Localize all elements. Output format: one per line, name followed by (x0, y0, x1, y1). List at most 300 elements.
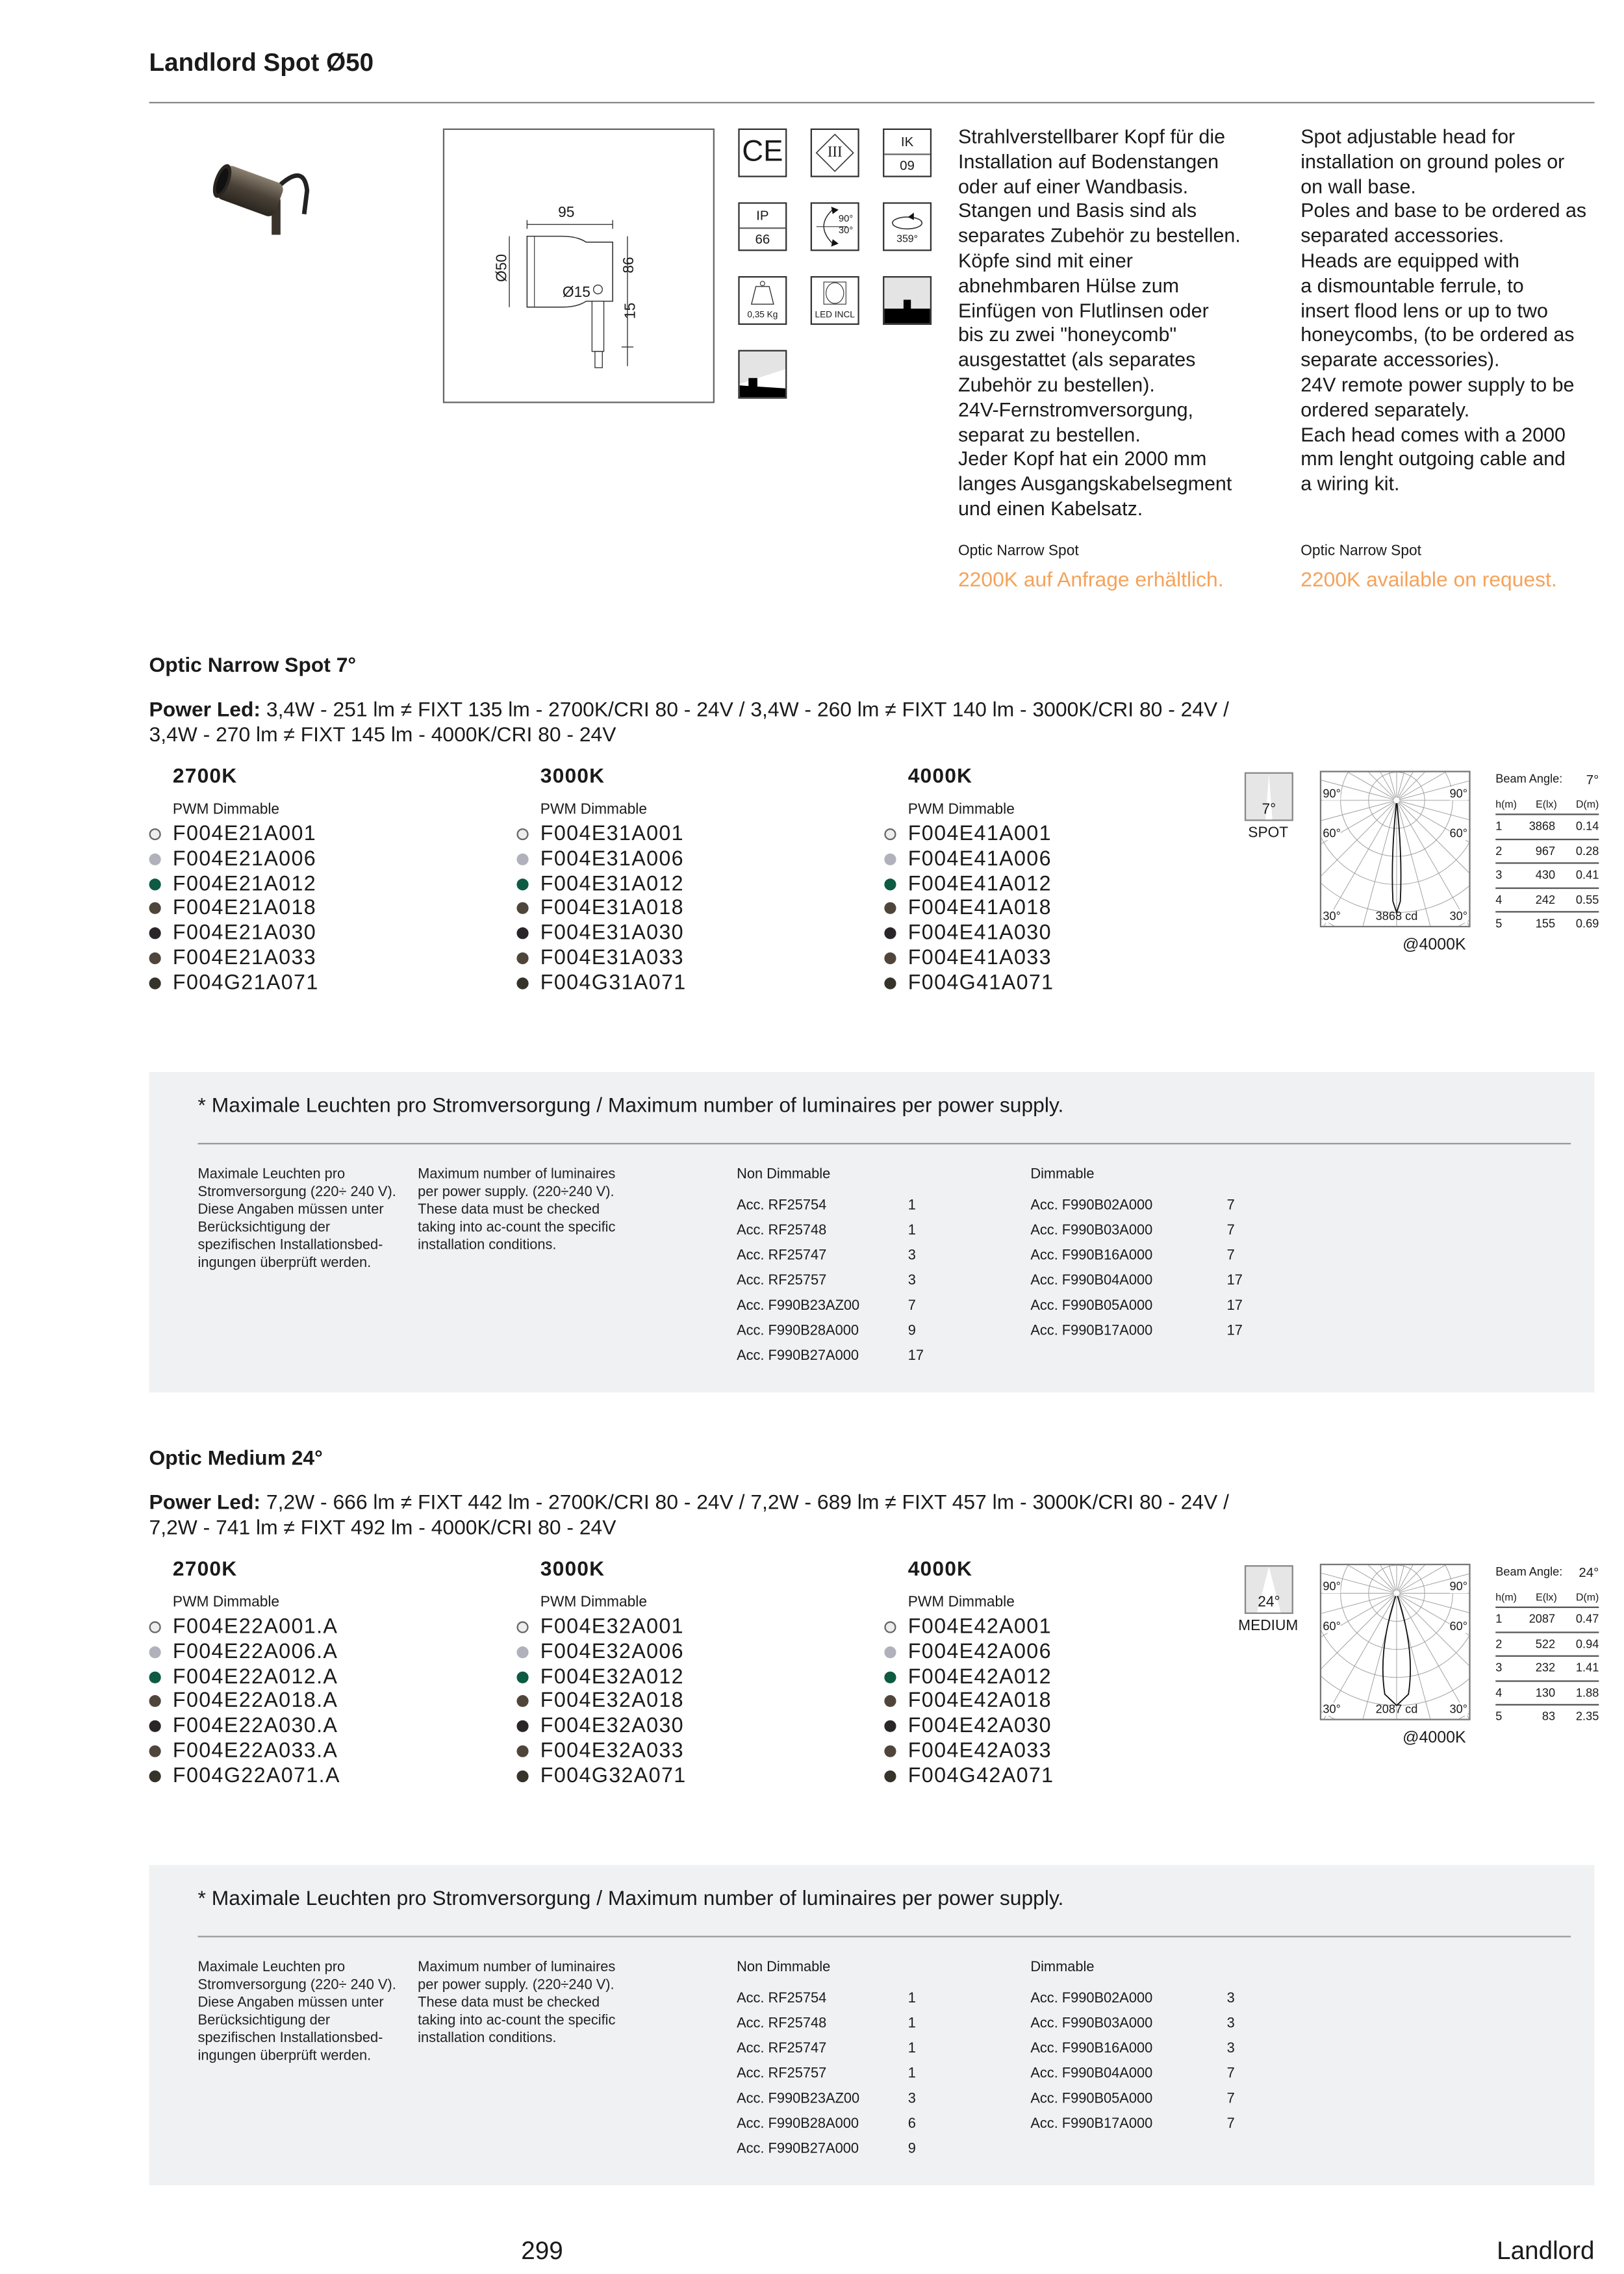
product-code: F004E32A006 (540, 1640, 685, 1664)
polar-candela-label: 2087 cd (1375, 1702, 1418, 1716)
product-code-item (149, 947, 489, 971)
accessory-name: Acc. RF25757 (737, 1273, 827, 1290)
polar-angle-label: 60° (1449, 826, 1468, 841)
finish-swatch (884, 853, 896, 865)
finish-swatch (884, 1696, 896, 1707)
product-code-item (516, 1690, 856, 1715)
product-code: F004E41A012 (907, 872, 1052, 896)
ce-mark-icon: CE (738, 129, 787, 177)
accessory-count: 1 (907, 2040, 916, 2057)
description-en (1300, 125, 1610, 498)
finish-swatch (149, 1696, 161, 1707)
accessory-count: 3 (907, 1247, 916, 1264)
description-line: installation on ground poles or (1300, 150, 1565, 173)
table-cell: 0.28 (1575, 844, 1599, 858)
product-code-item (884, 1641, 1224, 1665)
finish-swatch (516, 1621, 528, 1633)
power-label: Power Led: (149, 696, 261, 721)
accessory-count: 7 (907, 1297, 916, 1314)
product-code: F004E42A030 (907, 1715, 1052, 1739)
description-line: oder auf einer Wandbasis. (958, 175, 1189, 198)
power-led-spec (149, 697, 1611, 747)
accessory-count: 17 (1226, 1297, 1243, 1314)
availability-note-en: 2200K available on request. (1300, 567, 1557, 591)
product-code-item (149, 1615, 489, 1640)
product-code: F004E21A001 (172, 822, 317, 847)
finish-swatch (884, 1770, 896, 1782)
product-code-item (884, 1615, 1224, 1640)
dimmable-label: Dimmable (1030, 1166, 1095, 1183)
description-line: 24V remote power supply to be (1300, 373, 1575, 396)
power-line-2: 3,4W - 270 lm ≠ FIXT 145 lm - 4000K/CRI 80 - 24V (149, 722, 616, 746)
polar-diagram (1320, 771, 1471, 927)
product-code-item (149, 872, 489, 897)
finish-swatch (149, 1621, 161, 1633)
product-code: F004E32A030 (540, 1715, 685, 1739)
finish-swatch (149, 903, 161, 915)
description-line: separated accessories. (1300, 224, 1504, 247)
product-code: F004E41A030 (907, 921, 1052, 945)
product-code-item (516, 847, 856, 872)
polar-angle-label: 60° (1323, 1620, 1341, 1633)
description-line: Each head comes with a 2000 (1300, 423, 1566, 446)
table-cell: 1.41 (1575, 1661, 1599, 1675)
optic-label-de: Optic Narrow Spot (958, 543, 1079, 560)
product-code-item (516, 947, 856, 971)
beam-angle-value: 24° (1579, 1565, 1599, 1580)
product-code: F004G32A071 (540, 1764, 687, 1788)
table-cell: 3 (1495, 1661, 1503, 1675)
page-title: Landlord Spot Ø50 (149, 48, 374, 77)
product-code: F004E21A033 (172, 946, 317, 971)
product-code: F004E32A033 (540, 1739, 685, 1763)
product-code-item (149, 1715, 489, 1739)
product-code-item (516, 1665, 856, 1690)
description-line: separates Zubehör zu bestellen. (958, 224, 1241, 247)
accessory-count: 17 (1226, 1323, 1243, 1340)
class-iii-icon: III (811, 129, 859, 177)
table-cell: 0.41 (1575, 868, 1599, 882)
cct-column (149, 1556, 489, 1789)
polar-angle-label: 90° (1323, 787, 1341, 800)
polar-angle-label: 30° (1323, 1702, 1341, 1716)
description-line: mm lenght outgoing cable and (1300, 448, 1566, 470)
product-code-item (884, 922, 1224, 947)
finish-swatch (516, 1671, 528, 1683)
description-line: abnehmbaren Hülse zum (958, 274, 1180, 297)
table-cell: 4 (1495, 893, 1503, 906)
cct-heading: 4000K (907, 1556, 973, 1580)
table-row (1495, 815, 1599, 839)
availability-note-de: 2200K auf Anfrage erhältlich. (958, 567, 1224, 591)
accessory-count: 7 (1226, 2065, 1235, 2082)
supply-note-de: Maximale Leuchten pro Stromversorgung (220÷ 240 V). Diese Angaben müssen unter Berücksichtigung der spezifischen Installationsbed-ingungen überprüft werden. (197, 1166, 396, 1271)
finish-swatch (884, 1720, 896, 1732)
accessory-name: Acc. F990B17A000 (1030, 2115, 1153, 2132)
accessory-name: Acc. F990B03A000 (1030, 1222, 1153, 1239)
accessory-name: Acc. F990B03A000 (1030, 2015, 1153, 2032)
description-line: a wiring kit. (1300, 472, 1400, 495)
finish-swatch (516, 1646, 528, 1658)
accessory-name: Acc. F990B04A000 (1030, 1273, 1153, 1290)
table-cell: 967 (1535, 844, 1556, 858)
product-code: F004E22A012.A (172, 1665, 338, 1689)
non-dimmable-label: Non Dimmable (737, 1959, 831, 1976)
polar-note: @4000K (1402, 1729, 1466, 1747)
beam-angle-label: Beam Angle: (1495, 772, 1563, 786)
accessory-name: Acc. F990B16A000 (1030, 2040, 1153, 2057)
product-code: F004E22A030.A (172, 1715, 338, 1739)
table-cell: 83 (1542, 1710, 1556, 1724)
dimming-label: PWM Dimmable (540, 1594, 647, 1611)
description-line: honeycombs, (to be ordered as (1300, 324, 1575, 346)
product-code-item (516, 971, 856, 996)
accessory-name: Acc. F990B05A000 (1030, 1297, 1153, 1314)
cct-column (516, 1556, 856, 1789)
accessory-count: 3 (1226, 1990, 1235, 2007)
optic-label-en: Optic Narrow Spot (1300, 543, 1421, 560)
description-line: 24V-Fernstromversorgung, (958, 398, 1193, 421)
accessory-name: Acc. RF25754 (737, 1990, 827, 2007)
finish-swatch (516, 903, 528, 915)
supply-divider (198, 1936, 1571, 1937)
table-cell: 232 (1535, 1661, 1556, 1675)
product-code-item (149, 1764, 489, 1789)
finish-swatch (884, 1745, 896, 1757)
finish-swatch (149, 928, 161, 939)
power-line-1: 3,4W - 251 lm ≠ FIXT 135 lm - 2700K/CRI 80 - 24V / 3,4W - 260 lm ≠ FIXT 140 lm - 3000K/CRI 80 - 24V / (260, 696, 1229, 721)
dimming-label: PWM Dimmable (540, 802, 647, 819)
table-header: h(m) (1495, 1592, 1517, 1603)
product-code-item (884, 897, 1224, 921)
ground-install-icon (883, 276, 932, 325)
accessory-name: Acc. F990B17A000 (1030, 1323, 1153, 1340)
beam-angle-icon (1245, 773, 1293, 821)
supply-title: * Maximale Leuchten pro Stromversorgung / Maximum number of luminaires per power supply. (197, 1885, 1064, 1910)
product-code-item (884, 1690, 1224, 1715)
table-cell: 3 (1495, 868, 1503, 882)
accessory-count: 7 (1226, 1247, 1235, 1264)
product-code: F004E41A018 (907, 897, 1052, 921)
table-cell: 2.35 (1575, 1710, 1599, 1724)
finish-swatch (149, 1720, 161, 1732)
power-line-1: 7,2W - 666 lm ≠ FIXT 442 lm - 2700K/CRI 80 - 24V / 7,2W - 689 lm ≠ FIXT 457 lm - 3000K/CRI 80 - 24V / (260, 1490, 1229, 1514)
product-code: F004E32A012 (540, 1665, 685, 1689)
cct-heading: 4000K (907, 763, 973, 787)
accessory-count: 1 (907, 2065, 916, 2082)
product-code: F004E42A001 (907, 1615, 1052, 1639)
accessory-name: Acc. F990B23AZ00 (737, 2091, 860, 2108)
finish-swatch (516, 828, 528, 840)
cct-heading: 2700K (172, 763, 238, 787)
accessory-count: 7 (1226, 2091, 1235, 2108)
description-line: a dismountable ferrule, to (1300, 274, 1524, 297)
product-code-item (884, 971, 1224, 996)
polar-note: @4000K (1402, 936, 1466, 954)
product-code-item (149, 823, 489, 847)
cct-column (884, 1556, 1224, 1789)
table-row (1495, 1706, 1599, 1728)
accessory-count: 3 (1226, 2040, 1235, 2057)
accessory-count: 7 (1226, 1197, 1235, 1214)
cct-heading: 2700K (172, 1556, 238, 1580)
product-code-item (149, 922, 489, 947)
description-line: Installation auf Bodenstangen (958, 150, 1219, 173)
finish-swatch (516, 1720, 528, 1732)
finish-swatch (516, 1696, 528, 1707)
finish-swatch (149, 878, 161, 889)
table-row (1495, 1608, 1599, 1632)
accessory-count: 9 (907, 1323, 916, 1340)
description-line: separate accessories). (1300, 348, 1500, 371)
table-cell: 0.55 (1575, 893, 1599, 906)
accessory-name: Acc. F990B28A000 (737, 1323, 859, 1340)
table-header-row (1495, 796, 1599, 815)
product-code-item (884, 1739, 1224, 1764)
section-title: Optic Medium 24° (149, 1445, 323, 1470)
description-line: on wall base. (1300, 175, 1416, 198)
product-code-item (516, 1764, 856, 1789)
table-header: D(m) (1575, 1592, 1599, 1603)
finish-swatch (149, 1646, 161, 1658)
accessory-count: 17 (907, 1348, 924, 1364)
table-row (1495, 1681, 1599, 1705)
table-cell: 2 (1495, 844, 1503, 858)
beam-angle-value: 7° (1586, 772, 1599, 787)
accessory-name: Acc. RF25754 (737, 1197, 827, 1214)
dimming-label: PWM Dimmable (907, 1594, 1015, 1611)
power-supply-box (149, 1072, 1595, 1392)
cct-column (884, 763, 1224, 996)
dim-width: 95 (558, 205, 575, 222)
description-line: Spot adjustable head for (1300, 125, 1516, 148)
product-code: F004E22A033.A (172, 1739, 338, 1763)
accessory-count: 6 (907, 2115, 916, 2132)
table-header: E(lx) (1536, 1592, 1557, 1603)
finish-swatch (149, 828, 161, 840)
beam-type-label: MEDIUM (1238, 1618, 1299, 1635)
product-code: F004G42A071 (907, 1764, 1054, 1788)
wall-install-icon (738, 350, 787, 399)
finish-swatch (516, 928, 528, 939)
polar-angle-label: 90° (1323, 1579, 1341, 1594)
illuminance-table (1495, 773, 1599, 936)
beam-type-label: SPOT (1248, 825, 1289, 842)
product-code: F004E31A030 (540, 921, 685, 945)
finish-swatch (149, 977, 161, 989)
table-cell: 3868 (1529, 819, 1556, 834)
product-code-item (884, 823, 1224, 847)
product-code: F004E22A006.A (172, 1640, 338, 1664)
accessory-name: Acc. F990B04A000 (1030, 2065, 1153, 2082)
finish-swatch (149, 952, 161, 964)
illuminance-table (1495, 1565, 1599, 1728)
supply-note-en: Maximum number of luminaires per power supply. (220÷240 V). These data must be checked taking into ac-count the specific installation conditions. (418, 1166, 616, 1254)
accessory-count: 1 (907, 2015, 916, 2032)
table-cell: 5 (1495, 1710, 1503, 1724)
accessory-count: 1 (907, 1197, 916, 1214)
description-line: bis zu zwei "honeycomb" (958, 324, 1177, 346)
product-code-item (884, 1764, 1224, 1789)
product-code: F004E42A018 (907, 1689, 1052, 1714)
product-code: F004E21A030 (172, 921, 317, 945)
cct-column (516, 763, 856, 996)
description-line: Zubehör zu bestellen). (958, 373, 1155, 396)
finish-swatch (884, 952, 896, 964)
finish-swatch (516, 1770, 528, 1782)
product-code-item (516, 922, 856, 947)
optic-section (0, 1442, 1624, 2210)
product-code-item (149, 1690, 489, 1715)
accessory-name: Acc. F990B02A000 (1030, 1990, 1153, 2007)
brand-name: Landlord (1497, 2237, 1595, 2266)
description-line: Jeder Kopf hat ein 2000 mm (958, 448, 1207, 470)
table-cell: 1.88 (1575, 1685, 1599, 1700)
finish-swatch (516, 878, 528, 889)
finish-swatch (884, 903, 896, 915)
polar-angle-label: 60° (1449, 1620, 1468, 1633)
table-header: E(lx) (1536, 799, 1557, 810)
power-label: Power Led: (149, 1490, 261, 1514)
product-code-item (149, 847, 489, 872)
polar-angle-label: 30° (1449, 909, 1468, 923)
title-divider (149, 102, 1595, 103)
description-line: insert flood lens or up to two (1300, 299, 1548, 322)
power-led-spec (149, 1490, 1611, 1540)
accessory-name: Acc. RF25747 (737, 2040, 827, 2057)
product-code-item (149, 1641, 489, 1665)
dimming-label: PWM Dimmable (172, 1594, 280, 1611)
table-header: D(m) (1575, 799, 1599, 810)
finish-swatch (884, 928, 896, 939)
ip-rating-icon: IP 66 (738, 202, 787, 251)
product-code: F004E42A006 (907, 1640, 1052, 1664)
accessory-name: Acc. F990B16A000 (1030, 1247, 1153, 1264)
beam-angle-value: 24° (1258, 1594, 1280, 1611)
description-line: Strahlverstellbarer Kopf für die (958, 125, 1226, 148)
accessory-count: 1 (907, 1990, 916, 2007)
table-cell: 2 (1495, 1637, 1503, 1651)
supply-title: * Maximale Leuchten pro Stromversorgung / Maximum number of luminaires per power supply. (197, 1092, 1064, 1117)
table-cell: 2087 (1529, 1613, 1556, 1626)
product-code: F004G21A071 (172, 971, 319, 995)
product-code-item (149, 971, 489, 996)
finish-swatch (149, 1770, 161, 1782)
description-line: und einen Kabelsatz. (958, 497, 1143, 520)
accessory-count: 3 (907, 2091, 916, 2108)
dimension-drawing (443, 129, 715, 403)
accessory-count: 1 (907, 1222, 916, 1239)
power-supply-box (149, 1865, 1595, 2185)
product-code: F004E31A001 (540, 822, 685, 847)
dimming-label: PWM Dimmable (172, 802, 280, 819)
accessory-count: 3 (907, 1273, 916, 1290)
dim-base: 15 (623, 302, 640, 320)
accessory-count: 7 (1226, 1222, 1235, 1239)
product-code-item (516, 1715, 856, 1739)
table-header: h(m) (1495, 799, 1517, 810)
product-code-item (884, 872, 1224, 897)
accessory-name: Acc. RF25747 (737, 1247, 827, 1264)
accessory-count: 9 (907, 2141, 916, 2158)
product-photo (204, 155, 316, 244)
finish-swatch (516, 853, 528, 865)
polar-angle-label: 30° (1449, 1702, 1468, 1716)
accessory-name: Acc. RF25748 (737, 2015, 827, 2032)
optic-section (0, 650, 1624, 1418)
product-code-item (884, 947, 1224, 971)
table-row (1495, 913, 1599, 936)
beam-angle-row (1495, 773, 1599, 787)
product-code: F004G41A071 (907, 971, 1054, 995)
accessory-count: 17 (1226, 1273, 1243, 1290)
finish-swatch (884, 1646, 896, 1658)
weight-icon: 0,35 Kg (738, 276, 787, 325)
table-cell: 0.94 (1575, 1637, 1599, 1651)
accessory-count: 7 (1226, 2115, 1235, 2132)
table-row (1495, 888, 1599, 912)
description-line: Köpfe sind mit einer (958, 249, 1133, 272)
supply-note-de: Maximale Leuchten pro Stromversorgung (220÷ 240 V). Diese Angaben müssen unter Berücksichtigung der spezifischen Installationsbed-ingungen überprüft werden. (197, 1959, 396, 2065)
led-included-icon: LED INCL (811, 276, 859, 325)
product-code: F004E31A018 (540, 897, 685, 921)
description-line: Einfügen von Flutlinsen oder (958, 299, 1209, 322)
product-code: F004E31A006 (540, 847, 685, 871)
product-code: F004E31A033 (540, 946, 685, 971)
product-code-item (884, 847, 1224, 872)
product-code: F004E41A001 (907, 822, 1052, 847)
supply-divider (198, 1143, 1571, 1144)
cct-heading: 3000K (540, 763, 605, 787)
product-code-item (149, 1739, 489, 1764)
finish-swatch (884, 977, 896, 989)
table-cell: 155 (1535, 917, 1556, 931)
product-code-item (149, 1665, 489, 1690)
polar-angle-label: 30° (1323, 909, 1341, 923)
description-line: Stangen und Basis sind als (958, 199, 1197, 222)
page-number: 299 (521, 2237, 563, 2266)
supply-note-en: Maximum number of luminaires per power supply. (220÷240 V). These data must be checked taking into ac-count the specific installation conditions. (418, 1959, 616, 2047)
table-header-row (1495, 1589, 1599, 1608)
product-code: F004E41A033 (907, 946, 1052, 971)
table-cell: 1 (1495, 1613, 1503, 1626)
description-line: Heads are equipped with (1300, 249, 1519, 272)
ik-rating-icon: IK 09 (883, 129, 932, 177)
rotation-icon: 359° (883, 202, 932, 251)
power-line-2: 7,2W - 741 lm ≠ FIXT 492 lm - 4000K/CRI 80 - 24V (149, 1514, 616, 1539)
accessory-name: Acc. F990B28A000 (737, 2115, 859, 2132)
dimmable-label: Dimmable (1030, 1959, 1095, 1976)
product-code-item (516, 823, 856, 847)
polar-angle-label: 60° (1323, 826, 1341, 841)
non-dimmable-label: Non Dimmable (737, 1166, 831, 1183)
accessory-name: Acc. F990B05A000 (1030, 2091, 1153, 2108)
accessory-name: Acc. F990B27A000 (737, 1348, 859, 1364)
table-cell: 522 (1535, 1637, 1556, 1651)
table-row (1495, 864, 1599, 888)
product-code-item (516, 1641, 856, 1665)
table-cell: 130 (1535, 1685, 1556, 1700)
accessory-name: Acc. F990B27A000 (737, 2141, 859, 2158)
table-cell: 0.69 (1575, 917, 1599, 931)
finish-swatch (884, 1671, 896, 1683)
dim-height: 86 (621, 257, 638, 274)
product-code: F004E21A018 (172, 897, 317, 921)
description-line: separat zu bestellen. (958, 423, 1141, 446)
product-code-item (516, 897, 856, 921)
cct-heading: 3000K (540, 1556, 605, 1580)
table-cell: 4 (1495, 1685, 1503, 1700)
